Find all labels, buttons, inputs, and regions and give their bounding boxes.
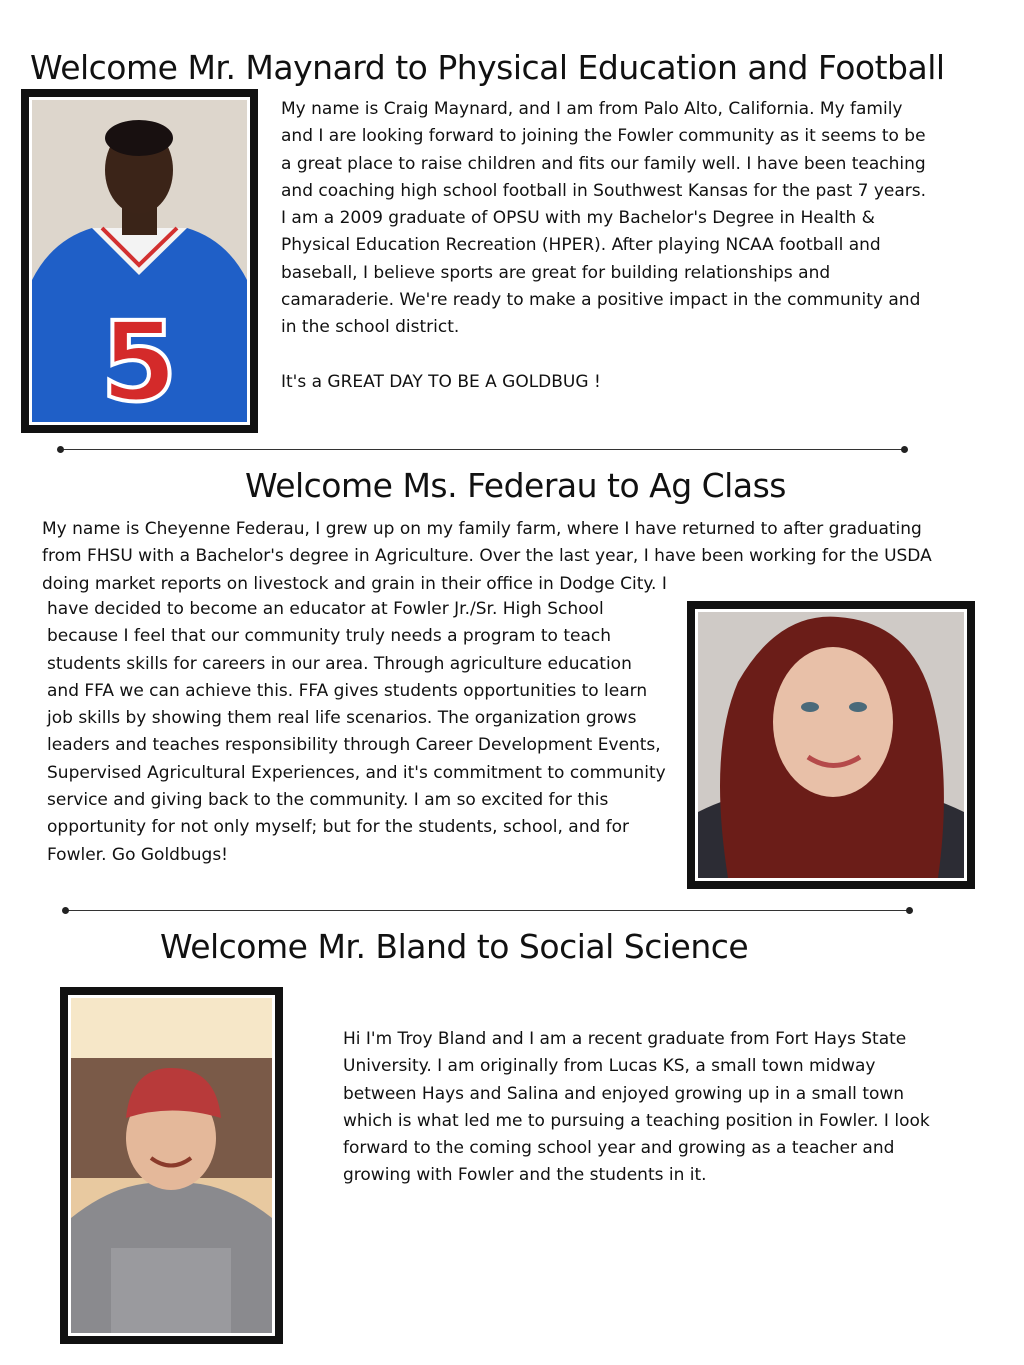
section-heading-bland: Welcome Mr. Bland to Social Science	[160, 927, 749, 966]
photo-frame-federau	[687, 601, 975, 889]
bio-bland: Hi I'm Troy Bland and I am a recent graduate from Fort Hays State University. I am originally from Lucas KS, a small town midway between Hays and Salina and enjoyed growing up in a small town which is what led me to pursuing a teaching position in Fowler. I look forward to the coming school year and growing as a teacher and growing with Fowler and the students in it.	[343, 1029, 930, 1186]
photo-frame-bland	[60, 987, 283, 1344]
bio-federau-top: My name is Cheyenne Federau, I grew up on my family farm, where I have returned to after graduating from FHSU with a Bachelor's degree in Agriculture. Over the last year, I have been working for the USDA doing market reports on livestock and grain in their office in Dodge City. I	[42, 519, 932, 594]
section-divider	[65, 910, 910, 911]
section-heading-maynard: Welcome Mr. Maynard to Physical Education and Football	[30, 48, 945, 87]
section-divider	[60, 449, 905, 450]
photo-frame-maynard	[21, 89, 258, 433]
photo-maynard	[32, 100, 247, 422]
jersey-number: 5	[100, 298, 178, 422]
bio-federau-rest: have decided to become an educator at Fowler Jr./Sr. High School because I feel that our community truly needs a program to teach students skills for careers in our area. Through agriculture education and FFA we can achieve this. FFA gives students opportunities to learn job skills by showing them real life scenarios. The organization grows leaders and teaches responsibility through Career Development Events, Supervised Agricultural Experiences, and it's commitment to community service and giving back to the community. I am so excited for this opportunity for not only myself; but for the students, school, and for Fowler. Go Goldbugs!	[47, 599, 666, 865]
section-heading-federau: Welcome Ms. Federau to Ag Class	[245, 466, 786, 505]
photo-bland	[71, 998, 272, 1333]
closing-maynard: It's a GREAT DAY TO BE A GOLDBUG !	[281, 372, 601, 392]
photo-federau	[698, 612, 964, 878]
bio-maynard: My name is Craig Maynard, and I am from Palo Alto, California. My family and I are looking forward to joining the Fowler community as it seems to be a great place to raise children and fits our family well. I have been teaching and coaching high school football in Southwest Kansas for the past 7 years. I am a 2009 graduate of OPSU with my Bachelor's Degree in Health & Physical Education Recreation (HPER). After playing NCAA football and baseball, I believe sports are great for building relationships and camaraderie. We're ready to make a positive impact in the community and in the school district.	[281, 99, 927, 338]
